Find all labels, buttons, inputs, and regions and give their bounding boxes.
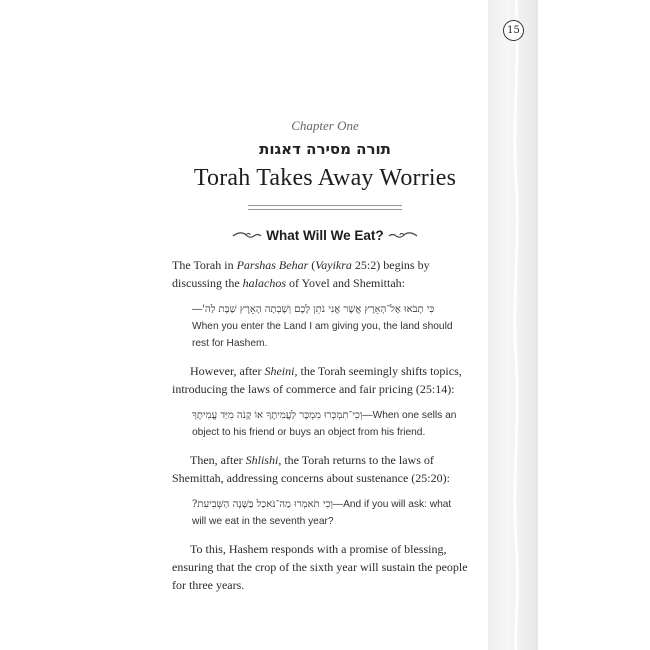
section-heading	[190, 228, 460, 243]
paragraph-1: The Torah in Parshas Behar (Vayikra 25:2) begins by discussing the halachos of Yovel and Shemittah:	[172, 258, 430, 290]
verse-translation: And if you will ask: what will we eat in the seventh year?	[192, 499, 452, 527]
hebrew-verse: וְכִי תֹאמְרוּ מַה־נֹּאכַל בַּשָּׁנָה הַשְּׁבִיעִת?	[192, 499, 333, 510]
hebrew-chapter-title: תורה מסירה דאגות	[259, 140, 391, 158]
verse-line: כִּי תָבֹאוּ אֶל־הָאָרֶץ אֲשֶׁר אֲנִי נֹתֵן לָכֶם וְשָׁבְתָה הָאָרֶץ שַׁבָּת לַה'—	[192, 304, 435, 315]
verse-quote-3	[192, 496, 462, 530]
section-title: What Will We Eat?	[266, 228, 384, 243]
chapter-title: Torah Takes Away Worries	[193, 165, 457, 191]
verse-quote-1	[192, 301, 462, 352]
verse-text: וְכִי־תִמְכְּרוּ מִמְכָּר לַעֲמִיתֶךָ אוֹ קָנֹה מִיַּד עֲמִיתֶךָ—When one sells an object to his friend or buys an object from his friend.	[192, 410, 457, 438]
page-edge-shadow	[488, 0, 538, 650]
title-divider	[248, 205, 402, 210]
hebrew-verse: כִּי תָבֹאוּ אֶל־הָאָרֶץ אֲשֶׁר אֲנִי נֹתֵן לָכֶם וְשָׁבְתָה הָאָרֶץ שַׁבָּת לַה'	[202, 304, 435, 315]
chapter-label: Chapter One	[291, 118, 359, 133]
paragraph-4: To this, Hashem responds with a promise of blessing, ensuring that the crop of the sixth year will sustain the people for three years.	[172, 542, 468, 592]
paragraph-2: However, after Sheini, the Torah seemingly shifts topics, introducing the laws of commerce and fair pricing (25:14):	[172, 364, 462, 396]
verse-text: וְכִי תֹאמְרוּ מַה־נֹּאכַל בַּשָּׁנָה הַשְּׁבִיעִת?—And if you will ask: what will we eat in the seventh year?	[192, 499, 452, 527]
verse-translation: When one sells an object to his friend or buys an object from his friend.	[192, 410, 457, 438]
verse-quote-2	[192, 407, 462, 441]
verse-translation: When you enter the Land I am giving you, the land should rest for Hashem.	[192, 321, 453, 349]
page-edge-curl	[510, 0, 522, 650]
page-number: 15	[503, 20, 524, 41]
hebrew-verse: וְכִי־תִמְכְּרוּ מִמְכָּר לַעֲמִיתֶךָ אוֹ קָנֹה מִיַּד עֲמִיתֶךָ	[192, 410, 363, 421]
left-flourish-icon	[232, 231, 262, 241]
right-flourish-icon	[388, 231, 418, 241]
paragraph-3: Then, after Shlishi, the Torah returns to the laws of Shemittah, addressing concerns about sustenance (25:20):	[172, 453, 450, 485]
